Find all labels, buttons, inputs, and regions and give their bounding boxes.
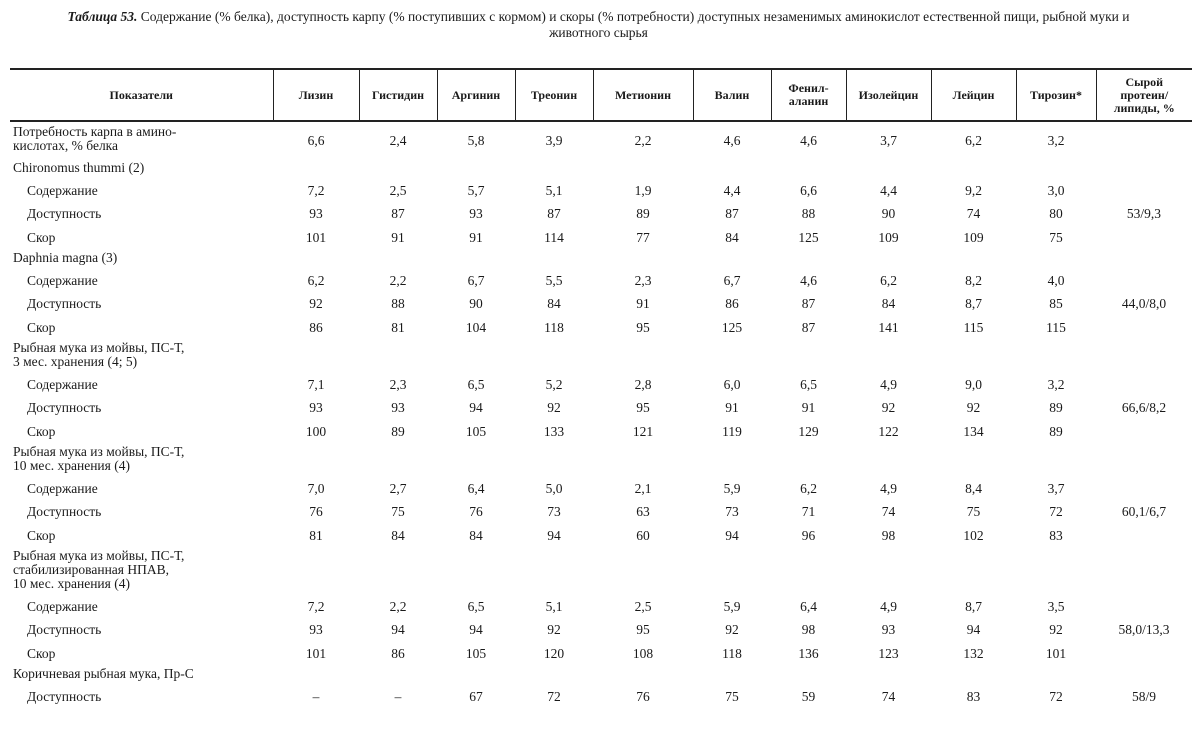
table-cell: 7,2 xyxy=(307,182,325,198)
table-cell: 95 xyxy=(636,319,650,335)
table-cell: 2,8 xyxy=(634,376,652,392)
table-cell: 6,4 xyxy=(800,598,817,614)
table-cell: 2,3 xyxy=(389,376,407,392)
table-cell: 6,5 xyxy=(467,376,485,392)
table-number: Таблица 53. xyxy=(67,9,138,24)
table-cell: 136 xyxy=(798,645,819,661)
table-cell: 88 xyxy=(801,206,816,221)
protein-lipids-cell: 58,0/13,3 xyxy=(1118,622,1170,637)
indicator-label: Доступность xyxy=(27,296,102,311)
table-cell: 115 xyxy=(963,319,984,335)
table-cell: 94 xyxy=(469,400,483,415)
table-cell: 80 xyxy=(1049,206,1063,221)
table-cell: 122 xyxy=(878,423,899,439)
group-name: Рыбная мука из мойвы, ПС-Т, 10 мес. хранения (4) xyxy=(13,444,185,473)
table-cell: 6,5 xyxy=(467,598,485,614)
table-cell: 86 xyxy=(309,319,323,335)
table-cell: 125 xyxy=(798,229,819,245)
column-header: Фенил- аланин xyxy=(771,69,846,121)
table-cell: 5,1 xyxy=(545,182,563,198)
group-name: Рыбная мука из мойвы, ПС-Т, стабилизированная НПАВ, 10 мес. хранения (4) xyxy=(13,548,185,591)
indicator-label: Скор xyxy=(27,319,56,335)
indicator-label: Доступность xyxy=(27,622,102,637)
table-row xyxy=(10,420,1192,443)
table-cell: 93 xyxy=(309,206,323,221)
indicator-label: Скор xyxy=(27,527,56,543)
indicator-label: Содержание xyxy=(27,272,98,288)
table-cell: 9,2 xyxy=(965,182,982,198)
table-cell: 92 xyxy=(547,400,561,415)
table-cell: 92 xyxy=(1049,622,1063,637)
table-cell: 6,2 xyxy=(800,480,817,496)
table-cell: 4,0 xyxy=(1047,272,1065,288)
table-caption xyxy=(40,9,1157,41)
table-row xyxy=(10,316,1192,339)
requirement-row xyxy=(10,121,1192,159)
table-cell: 74 xyxy=(966,206,981,221)
table-cell: 81 xyxy=(391,319,405,335)
table-cell: 3,7 xyxy=(1047,480,1065,496)
group-name: Daphnia magna (3) xyxy=(13,250,118,265)
table-cell: 134 xyxy=(963,423,984,439)
table-cell: 72 xyxy=(547,689,561,704)
table-cell: 93 xyxy=(309,622,323,637)
group-header-row xyxy=(10,339,1192,373)
table-cell: 5,7 xyxy=(467,182,485,198)
table-cell: 86 xyxy=(391,645,405,661)
table-cell: 2,2 xyxy=(389,272,407,288)
column-header: Тирозин* xyxy=(1016,69,1096,121)
table-cell: 76 xyxy=(469,504,483,519)
group-name: Коричневая рыбная мука, Пр-С xyxy=(13,666,194,681)
table-cell: 8,7 xyxy=(965,296,982,311)
table-row xyxy=(10,226,1192,249)
column-header: Показатели xyxy=(10,69,273,121)
table-cell: 100 xyxy=(305,423,327,439)
protein-lipids-cell: 58/9 xyxy=(1131,689,1156,704)
table-cell: 7,0 xyxy=(307,480,325,496)
table-cell: 6,2 xyxy=(307,272,325,288)
table-row xyxy=(10,396,1192,420)
table-cell: 87 xyxy=(391,206,405,221)
table-cell: 129 xyxy=(798,423,819,439)
column-header: Гистидин xyxy=(359,69,437,121)
column-header: Сырой протеин/ липиды, % xyxy=(1096,69,1192,121)
table-cell: 118 xyxy=(722,645,742,661)
table-cell: 133 xyxy=(543,423,565,439)
table-cell: 89 xyxy=(636,206,650,221)
table-cell: 76 xyxy=(636,689,650,704)
table-cell: 6,5 xyxy=(800,376,817,392)
table-cell: 73 xyxy=(725,504,739,519)
table-cell: 88 xyxy=(391,296,405,311)
table-cell: 5,5 xyxy=(545,272,563,288)
table-cell: 90 xyxy=(469,296,483,311)
table-cell: 108 xyxy=(632,645,654,661)
requirement-value: 5,8 xyxy=(467,132,485,148)
table-cell: 84 xyxy=(469,527,483,543)
indicator-label: Скор xyxy=(27,645,56,661)
column-header: Треонин xyxy=(515,69,593,121)
table-cell: 7,2 xyxy=(307,598,325,614)
table-cell: 60 xyxy=(636,527,650,543)
table-cell: 6,2 xyxy=(880,272,897,288)
table-cell: 92 xyxy=(725,622,739,637)
requirement-value: 6,2 xyxy=(965,132,982,148)
table-cell: 8,7 xyxy=(965,598,982,614)
requirement-value: 4,6 xyxy=(800,132,817,148)
indicator-label: Скор xyxy=(27,423,56,439)
group-header-row xyxy=(10,547,1192,595)
table-cell: 98 xyxy=(881,527,896,543)
table-cell: 105 xyxy=(465,423,487,439)
table-cell: 63 xyxy=(636,504,650,519)
requirement-value: 3,2 xyxy=(1047,132,1065,148)
table-cell: 2,3 xyxy=(634,272,652,288)
table-cell: 94 xyxy=(391,622,405,637)
table-row xyxy=(10,642,1192,665)
table-cell: 2,7 xyxy=(389,480,407,496)
table-cell: 4,4 xyxy=(880,182,897,198)
group-header-row xyxy=(10,443,1192,477)
table-cell: 7,1 xyxy=(307,376,325,392)
group-header-row xyxy=(10,249,1192,269)
table-cell: 83 xyxy=(1049,527,1063,543)
table-cell: 93 xyxy=(469,206,483,221)
table-cell: 89 xyxy=(391,423,405,439)
table-cell: 86 xyxy=(725,296,739,311)
table-cell: 104 xyxy=(465,319,487,335)
table-cell: 95 xyxy=(636,400,650,415)
indicator-label: Содержание xyxy=(27,182,98,198)
table-title: Содержание (% белка), доступность карпу (% поступивших с кормом) и скоры (% потребности) доступных незаменимых аминокислот естественной пищи, рыбной муки и животного сырья xyxy=(140,9,1130,40)
protein-lipids-cell: 53/9,3 xyxy=(1126,206,1162,221)
indicator-label: Доступность xyxy=(27,206,102,221)
table-cell: 125 xyxy=(721,319,743,335)
protein-lipids-cell: 60,1/6,7 xyxy=(1121,504,1167,519)
table-cell: 118 xyxy=(544,319,564,335)
table-cell: 93 xyxy=(309,400,323,415)
table-cell: 72 xyxy=(1049,504,1063,519)
requirement-value: 2,4 xyxy=(389,132,407,148)
column-header: Аргинин xyxy=(437,69,515,121)
table-cell: 3,0 xyxy=(1047,182,1065,198)
table-cell: 87 xyxy=(801,319,816,335)
table-row xyxy=(10,269,1192,292)
table-cell: 105 xyxy=(465,645,487,661)
table-cell: 9,0 xyxy=(965,376,982,392)
table-cell: 101 xyxy=(305,229,327,245)
table-cell: 84 xyxy=(391,527,405,543)
table-cell: 114 xyxy=(544,229,564,245)
header-row xyxy=(10,69,1192,121)
table-cell: 3,2 xyxy=(1047,376,1065,392)
table-cell: 72 xyxy=(1049,689,1063,704)
table-row xyxy=(10,477,1192,500)
table-cell: 67 xyxy=(469,689,483,704)
requirement-value: 4,6 xyxy=(723,132,741,148)
table-cell: 4,4 xyxy=(723,182,741,198)
table-cell: 6,7 xyxy=(723,272,741,288)
table-cell: 85 xyxy=(1049,296,1063,311)
table-cell: 76 xyxy=(309,504,323,519)
group-name: Рыбная мука из мойвы, ПС-Т, 3 мес. хранения (4; 5) xyxy=(13,340,185,369)
protein-lipids-cell: 44,0/8,0 xyxy=(1121,296,1167,311)
table-cell: 5,0 xyxy=(545,480,563,496)
indicator-label: Доступность xyxy=(27,504,102,519)
group-header-row xyxy=(10,159,1192,179)
table-cell: 4,9 xyxy=(880,376,897,392)
table-cell: 83 xyxy=(966,689,981,704)
column-header: Лейцин xyxy=(931,69,1016,121)
table-cell: 89 xyxy=(1049,400,1063,415)
table-cell: 5,1 xyxy=(545,598,563,614)
table-cell: 93 xyxy=(881,622,896,637)
table-cell: 71 xyxy=(801,504,816,519)
table-cell: – xyxy=(312,689,320,704)
table-cell: 92 xyxy=(547,622,561,637)
table-row xyxy=(10,373,1192,396)
table-cell: 101 xyxy=(1045,645,1067,661)
table-cell: 6,4 xyxy=(467,480,485,496)
indicator-label: Доступность xyxy=(27,400,102,415)
table-cell: 84 xyxy=(725,229,739,245)
table-row xyxy=(10,292,1192,316)
table-cell: 94 xyxy=(966,622,981,637)
protein-lipids-cell xyxy=(1096,121,1192,159)
table-cell: 6,6 xyxy=(800,182,817,198)
table-cell: 87 xyxy=(725,206,739,221)
table-cell: 98 xyxy=(801,622,816,637)
table-cell: 74 xyxy=(881,689,896,704)
amino-acid-table xyxy=(10,68,1192,709)
table-cell: 8,4 xyxy=(965,480,982,496)
table-cell: 5,9 xyxy=(723,598,741,614)
table-cell: 96 xyxy=(801,527,816,543)
table-cell: 94 xyxy=(547,527,561,543)
table-cell: 94 xyxy=(469,622,483,637)
table-cell: 87 xyxy=(547,206,561,221)
table-cell: 2,1 xyxy=(634,480,652,496)
table-cell: 6,7 xyxy=(467,272,485,288)
table-cell: 94 xyxy=(725,527,739,543)
table-cell: 4,9 xyxy=(880,480,897,496)
indicator-label: Содержание xyxy=(27,598,98,614)
table-cell: 5,9 xyxy=(723,480,741,496)
table-cell: 95 xyxy=(636,622,650,637)
table-row xyxy=(10,685,1192,709)
table-cell: 73 xyxy=(547,504,561,519)
table-cell: 8,2 xyxy=(965,272,982,288)
table-cell: 93 xyxy=(391,400,405,415)
table-cell: 84 xyxy=(881,296,896,311)
group-header-row xyxy=(10,665,1192,685)
table-cell: 84 xyxy=(547,296,561,311)
table-cell: 92 xyxy=(881,400,896,415)
table-cell: 92 xyxy=(966,400,981,415)
table-cell: 115 xyxy=(1046,319,1066,335)
table-cell: 91 xyxy=(636,296,650,311)
table-cell: 74 xyxy=(881,504,896,519)
requirement-value: 2,2 xyxy=(634,132,652,148)
table-cell: 2,2 xyxy=(389,598,407,614)
table-row xyxy=(10,524,1192,547)
table-cell: 75 xyxy=(1049,229,1063,245)
table-cell: 109 xyxy=(878,229,899,245)
table-cell: 91 xyxy=(469,229,483,245)
requirement-value: 3,7 xyxy=(880,132,897,148)
table-cell: – xyxy=(394,689,402,704)
table-cell: 101 xyxy=(305,645,327,661)
table-cell: 2,5 xyxy=(634,598,652,614)
table-cell: 75 xyxy=(725,689,739,704)
table-row xyxy=(10,595,1192,618)
column-header: Изолейцин xyxy=(846,69,931,121)
table-cell: 91 xyxy=(801,400,816,415)
table-cell: 59 xyxy=(801,689,816,704)
table-cell: 75 xyxy=(966,504,981,519)
table-cell: 132 xyxy=(963,645,984,661)
table-row xyxy=(10,179,1192,202)
group-name: Chironomus thummi (2) xyxy=(13,160,145,175)
table-cell: 3,5 xyxy=(1047,598,1065,614)
table-cell: 90 xyxy=(881,206,896,221)
table-cell: 92 xyxy=(309,296,323,311)
table-cell: 5,2 xyxy=(545,376,563,392)
table-row xyxy=(10,202,1192,226)
table-cell: 87 xyxy=(801,296,816,311)
table-cell: 1,9 xyxy=(634,182,652,198)
table-cell: 91 xyxy=(725,400,739,415)
requirement-value: 6,6 xyxy=(307,132,325,148)
table-cell: 4,9 xyxy=(880,598,897,614)
indicator-label: Доступность xyxy=(27,689,102,704)
table-cell: 89 xyxy=(1049,423,1063,439)
protein-lipids-cell: 66,6/8,2 xyxy=(1121,400,1167,415)
table-cell: 91 xyxy=(391,229,405,245)
group-label: Потребность карпа в амино- кислотах, % белка xyxy=(13,124,177,153)
column-header: Лизин xyxy=(273,69,359,121)
table-cell: 81 xyxy=(309,527,323,543)
table-cell: 6,0 xyxy=(723,376,741,392)
table-cell: 75 xyxy=(391,504,405,519)
requirement-value: 3,9 xyxy=(545,132,563,148)
column-header: Метионин xyxy=(593,69,693,121)
table-cell: 120 xyxy=(543,645,565,661)
table-row xyxy=(10,618,1192,642)
table-cell: 119 xyxy=(722,423,742,439)
table-cell: 109 xyxy=(963,229,984,245)
table-cell: 141 xyxy=(878,319,899,335)
table-cell: 121 xyxy=(632,423,654,439)
table-cell: 102 xyxy=(963,527,984,543)
table-cell: 4,6 xyxy=(800,272,817,288)
indicator-label: Скор xyxy=(27,229,56,245)
table-cell: 2,5 xyxy=(389,182,407,198)
table-cell: 123 xyxy=(878,645,899,661)
table-body xyxy=(10,121,1192,709)
table-cell: 77 xyxy=(636,229,650,245)
indicator-label: Содержание xyxy=(27,480,98,496)
column-header: Валин xyxy=(693,69,771,121)
indicator-label: Содержание xyxy=(27,376,98,392)
table-row xyxy=(10,500,1192,524)
